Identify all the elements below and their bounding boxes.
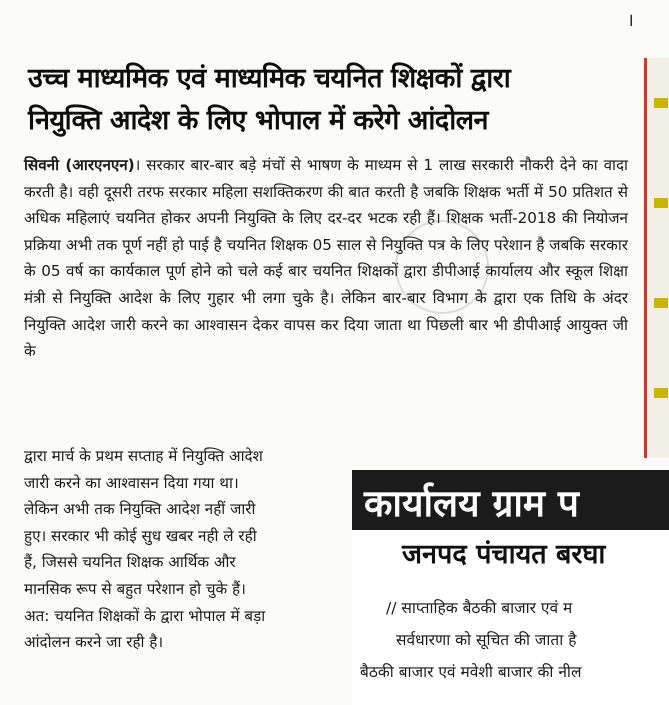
adjacent-column-edge	[644, 58, 669, 458]
page-mark: ।	[627, 10, 634, 31]
narrow-line: आंदोलन करने जा रही है।	[24, 633, 164, 652]
notice-text	[360, 592, 669, 688]
article-body	[24, 152, 628, 365]
notice-subtitle: जनपद पंचायत बरघा	[402, 539, 606, 570]
notice-title: कार्यालय ग्राम प	[364, 482, 579, 525]
narrow-line: मानसिक रूप से बहुत परेशान हो चुके हैं।	[24, 579, 246, 598]
strip-mark	[654, 298, 668, 308]
headline-line-2: नियुक्ति आदेश के लिए भोपाल में करेगे आंदोलन	[28, 105, 488, 136]
strip-mark	[654, 388, 668, 398]
article-dateline: सिवनी (आरएनएन)	[24, 156, 135, 174]
notice-line: सर्वधारणा को सूचित की जाता है	[396, 631, 577, 649]
article-body-continued	[24, 443, 342, 656]
narrow-line: हुए। सरकार भी कोई सुध खबर नही ले रही	[24, 526, 257, 545]
article-paragraph: । सरकार बार-बार बड़े मंचों से भाषण के माध्यम से 1 लाख सरकारी नौकरी देने का वादा करती है। वही दूसरी तरफ सरकार महिला सशक्तिकरण की बात करती है जबकि शिक्षक भर्ती में 50 प्रतिशत से अधिक महिलाएं चयनित होकर अपनी नियुक्ति के लिए दर-दर भटक रही हैं। शिक्षक भर्ती-2018 की नियोजन प्रक्रिया अभी तक पूर्ण नहीं हो पाई है चयनित शिक्षक 05 साल से नियुक्ति पत्र के लिए परेशान है जबकि सरकार के 05 वर्ष का कार्यकाल पूर्ण होने को चले कई बार चयनित शिक्षकों द्वारा डीपीआई कार्यालय और स्कूल शिक्षा मंत्री से नियुक्ति आदेश के लिए गुहार भी लगा चुके है। लेकिन बार-बार विभाग के द्वारा एक तिथि के अंदर नियुक्ति आदेश जारी करने का आश्वासन देकर वापस कर दिया जाता था पिछली बार भी डीपीआई आयुक्त जी के	[24, 156, 628, 361]
article-headline	[28, 58, 628, 142]
notice-line: बैठकी बाजार एवं मवेशी बाजार की नील	[360, 663, 582, 681]
notice-line: // साप्ताहिक बैठकी बाजार एवं म	[386, 599, 573, 617]
narrow-line: जारी करने का आश्वासन दिया गया था।	[24, 473, 239, 492]
narrow-line: द्वारा मार्च के प्रथम सप्ताह में नियुक्ति आदेश	[24, 447, 263, 465]
notice-advertisement	[352, 470, 669, 705]
narrow-line: हैं, जिससे चयनित शिक्षक आर्थिक और	[24, 553, 236, 572]
strip-mark	[654, 98, 668, 108]
narrow-line: अत: चयनित शिक्षकों के द्वारा भोपाल में बड़ा	[24, 606, 266, 625]
strip-mark	[654, 198, 668, 208]
narrow-line: लेकिन अभी तक नियुक्ति आदेश नहीं जारी	[24, 500, 256, 519]
headline-line-1: उच्च माध्यमिक एवं माध्यमिक चयनित शिक्षकों द्वारा	[28, 63, 511, 94]
